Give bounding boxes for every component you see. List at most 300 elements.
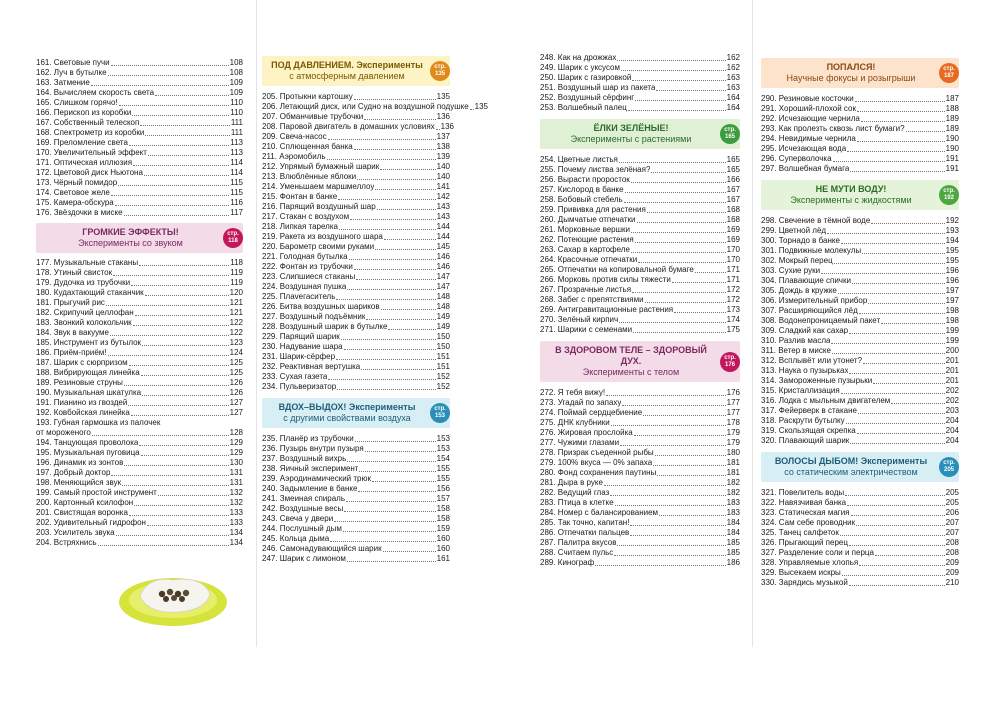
toc-entry[interactable] [262,152,450,162]
toc-entry[interactable] [36,368,243,378]
entry-title: 313. Наука о пузырьках [761,366,849,375]
page-number: 171 [726,265,740,274]
toc-entry[interactable] [262,434,450,444]
toc-entry[interactable] [262,534,450,544]
toc-entry[interactable] [36,438,243,448]
toc-entry[interactable] [262,524,450,534]
toc-entry[interactable] [262,122,455,132]
toc-entry[interactable] [262,202,450,212]
dot-leader [655,455,726,456]
section-header-liquids[interactable] [761,180,959,210]
dot-leader [336,299,435,300]
toc-entry[interactable] [761,144,959,154]
dot-leader [659,515,726,516]
entry-title: 235. Планёр из трубочки [262,434,354,443]
toc-entry[interactable] [540,325,740,335]
toc-entry[interactable] [262,102,489,112]
page-number: 172 [726,285,740,294]
page-number: 207 [945,528,959,537]
page-number: 122 [229,318,243,327]
toc-entry[interactable] [761,376,959,386]
toc-entry[interactable] [540,205,740,215]
toc-entry[interactable] [540,185,740,195]
toc-entry-continued[interactable]: от мороженого 128 [36,428,243,437]
toc-entry[interactable] [262,362,450,372]
toc-entry[interactable] [540,468,740,478]
toc-entry[interactable] [262,222,450,232]
section-header-tricks[interactable] [761,58,959,88]
toc-entry[interactable] [761,558,959,568]
dot-leader [328,379,435,380]
toc-entry[interactable] [36,398,243,408]
toc-entry[interactable] [36,108,243,118]
toc-entry[interactable] [36,188,243,198]
toc-entry[interactable] [540,275,740,285]
toc-entry[interactable] [540,528,740,538]
toc-entry[interactable] [540,438,740,448]
dot-leader [131,415,229,416]
page-badge: стр. 176 [720,352,740,372]
dot-leader [135,315,229,316]
toc-entry[interactable] [761,498,959,508]
dot-leader [653,465,725,466]
toc-entry[interactable] [36,118,243,128]
toc-entry[interactable] [540,448,740,458]
toc-entry[interactable] [761,326,959,336]
toc-entry[interactable] [761,306,959,316]
toc-entry[interactable] [540,295,740,305]
toc-entry[interactable] [761,226,959,236]
toc-entry[interactable] [36,178,243,188]
toc-entry[interactable] [36,488,243,498]
toc-entry[interactable] [262,444,450,454]
entry-title: 293. Как пролезть сквозь лист бумаги? [761,124,905,133]
toc-entry[interactable] [262,474,450,484]
toc-entry[interactable] [761,266,959,276]
page-number: 119 [230,268,243,277]
dot-leader [619,162,726,163]
dot-leader [122,485,229,486]
toc-entry[interactable] [540,93,740,103]
toc-entry[interactable] [262,382,450,392]
page-number: 197 [945,286,959,295]
toc-entry[interactable] [761,366,959,376]
page-number: 131 [229,478,243,487]
section-header-static[interactable] [761,452,959,482]
page-number: 109 [229,78,243,87]
toc-entry[interactable] [36,78,243,88]
toc-entry[interactable] [36,148,243,158]
dot-leader [624,202,726,203]
toc-entry[interactable] [540,488,740,498]
toc-entry[interactable] [36,138,243,148]
dot-leader [871,223,944,224]
page-number: 205 [945,488,959,497]
toc-entry[interactable] [36,298,243,308]
toc-entry[interactable] [540,478,740,488]
dot-leader [139,265,229,266]
toc-entry[interactable] [761,346,959,356]
toc-entry[interactable] [36,198,243,208]
section-title: ВОЛОСЫ ДЫБОМ! Эксперименты [774,456,928,466]
page-number: 187 [945,94,959,103]
toc-entry[interactable] [540,538,740,548]
dot-leader [858,413,945,414]
toc-entry[interactable] [262,132,450,142]
toc-entry[interactable] [761,104,959,114]
entry-title: 213. Влюблённые яблоки [262,172,357,181]
toc-entry[interactable] [540,428,740,438]
toc-entry[interactable] [540,195,740,205]
toc-list [761,488,959,588]
page-number: 108 [229,68,243,77]
entry-title: 305. Дождь в кружке [761,286,837,295]
toc-entry[interactable] [761,416,959,426]
toc-entry[interactable] [36,158,243,168]
toc-entry[interactable] [36,388,243,398]
toc-entry[interactable] [540,408,740,418]
toc-entry[interactable] [262,514,450,524]
toc-entry[interactable] [262,544,450,554]
entry-title: 239. Аэродинамический трюк [262,474,371,483]
toc-entry[interactable] [262,464,450,474]
toc-column-2 [262,52,489,699]
toc-entry[interactable] [262,252,450,262]
page-number: 198 [945,306,959,315]
toc-entry[interactable] [36,328,243,338]
toc-entry[interactable] [540,255,740,265]
dot-leader [134,505,228,506]
entry-title: 311. Ветер в миске [761,346,831,355]
dot-leader [124,465,228,466]
entry-title: 245. Кольца дыма [262,534,330,543]
toc-entry[interactable] [761,124,959,134]
entry-title: 226. Битва воздушных шариков [262,302,380,311]
toc-entry[interactable] [262,142,450,152]
section-title: ПОД ДАВЛЕНИЕМ. Эксперименты [271,60,423,70]
toc-entry[interactable] [540,265,740,275]
toc-entry[interactable] [36,478,243,488]
toc-entry[interactable] [540,225,740,235]
toc-entry[interactable] [540,103,740,113]
dot-leader [849,373,944,374]
entry-title: 266. Морковь против силы тяжести [540,275,671,284]
toc-entry[interactable] [761,578,959,588]
dot-leader [850,171,944,172]
toc-entry[interactable] [540,83,740,93]
toc-entry[interactable] [36,278,243,288]
page-badge: стр. 153 [430,403,450,423]
page-number: 163 [726,73,740,82]
dot-leader [849,545,945,546]
dot-leader [436,129,440,130]
toc-entry[interactable] [262,292,450,302]
section-header-pressure[interactable] [262,56,450,86]
toc-entry[interactable] [540,53,740,63]
toc-entry[interactable] [262,312,450,322]
toc-entry[interactable] [761,216,959,226]
toc-entry[interactable] [262,262,450,272]
entry-title: 243. Свеча у двери [262,514,334,523]
toc-entry[interactable] [761,246,959,256]
page-number: 147 [436,272,450,281]
toc-entry[interactable] [761,548,959,558]
toc-entry[interactable] [262,372,450,382]
toc-entry[interactable] [761,296,959,306]
page-number: 157 [436,494,450,503]
entry-title: 220. Барометр своими руками [262,242,375,251]
toc-entry[interactable] [262,352,450,362]
section-subtitle: с атмосферным давлением [289,71,405,81]
toc-entry[interactable] [36,508,243,518]
dot-leader [834,263,945,264]
toc-entry[interactable] [262,504,450,514]
toc-entry[interactable] [262,484,450,494]
toc-entry[interactable] [761,286,959,296]
toc-entry[interactable] [262,272,450,282]
dot-leader [384,239,436,240]
entry-title: 279. 100% вкуса — 0% запаха [540,458,653,467]
toc-entry[interactable] [761,256,959,266]
toc-entry[interactable] [540,73,740,83]
dot-leader [647,212,726,213]
toc-entry[interactable] [761,356,959,366]
entry-title: 263. Сахар в картофеле [540,245,630,254]
dot-leader [133,165,229,166]
toc-entry[interactable] [36,538,243,548]
toc-entry[interactable] [761,508,959,518]
toc-entry[interactable] [540,305,740,315]
toc-entry[interactable] [262,182,450,192]
toc-entry[interactable] [262,162,450,172]
dot-leader [355,441,436,442]
entry-title: 231. Шарик-сёрфер [262,352,336,361]
page-number: 183 [726,498,740,507]
toc-entry[interactable] [262,242,450,252]
section-header-body[interactable] [540,341,740,382]
entry-title: 183. Звонкий колокольчик [36,318,132,327]
toc-entry[interactable] [36,338,243,348]
page-number: 125 [229,368,243,377]
page-number: 168 [726,215,740,224]
toc-entry[interactable] [540,518,740,528]
toc-entry[interactable] [761,436,959,446]
toc-entry[interactable] [540,285,740,295]
entry-title: 219. Ракета из воздушного шара [262,232,383,241]
toc-entry[interactable] [36,448,243,458]
toc-entry[interactable] [540,388,740,398]
toc-entry[interactable] [761,134,959,144]
section-header-sound[interactable] [36,223,243,253]
toc-entry[interactable] [262,302,450,312]
toc-entry[interactable] [540,508,740,518]
dot-leader [354,99,436,100]
toc-entry[interactable] [262,554,450,564]
toc-entry[interactable] [761,94,959,104]
toc-entry[interactable] [262,282,450,292]
toc-entry[interactable] [262,332,450,342]
toc-entry[interactable] [262,112,450,122]
entry-title: 308. Водонепроницаемый пакет [761,316,881,325]
entry-title: 215. Фонтан в банке [262,192,338,201]
toc-entry[interactable] [540,165,740,175]
page-number: 125 [229,358,243,367]
toc-entry[interactable] [36,358,243,368]
toc-entry[interactable] [761,488,959,498]
toc-entry[interactable] [36,498,243,508]
page-number: 137 [436,132,450,141]
toc-entry[interactable] [540,398,740,408]
toc-entry[interactable] [540,548,740,558]
toc-entry[interactable] [36,168,243,178]
entry-title: 319. Скользящая скрепка [761,426,856,435]
toc-entry[interactable] [761,426,959,436]
toc-entry[interactable] [540,245,740,255]
toc-entry[interactable] [540,235,740,245]
entry-title: 314. Замороженные пузырьки [761,376,873,385]
toc-entry[interactable] [262,192,450,202]
toc-entry[interactable] [36,208,243,218]
entry-title: 265. Отпечатки на копировальной бумаге [540,265,694,274]
toc-entry[interactable] [761,386,959,396]
dot-leader [338,199,435,200]
toc-entry[interactable] [761,406,959,416]
toc-entry[interactable] [761,518,959,528]
dot-leader [630,525,725,526]
dot-leader [604,485,726,486]
entry-title: 225. Плаvегаситель [262,292,336,301]
toc-entry[interactable] [761,164,959,174]
page-number: 160 [436,544,450,553]
toc-entry[interactable] [36,468,243,478]
dot-leader [132,115,229,116]
toc-entry[interactable] [36,258,243,268]
page-number: 141 [436,182,450,191]
toc-entry[interactable] [761,316,959,326]
dot-leader [875,555,945,556]
toc-entry[interactable] [36,98,243,108]
toc-list [540,53,740,113]
toc-entry[interactable] [761,276,959,286]
page-number: 200 [945,346,959,355]
toc-entry[interactable] [262,212,450,222]
toc-entry[interactable] [540,63,740,73]
page-number: 133 [229,508,243,517]
toc-entry[interactable] [36,308,243,318]
toc-entry[interactable]: 193. Губная гармошка из палочек [36,418,161,427]
toc-entry[interactable] [540,498,740,508]
entry-title: 276. Жировая прослойка [540,428,633,437]
toc-entry[interactable] [761,154,959,164]
toc-entry[interactable] [36,318,243,328]
entry-title: 318. Раскрути бутылку [761,416,845,425]
toc-entry[interactable] [36,458,243,468]
toc-entry[interactable] [36,68,243,78]
page-number: 208 [945,538,959,547]
entry-title: 250. Шарик с газировкой [540,73,632,82]
toc-entry[interactable] [262,322,450,332]
toc-entry[interactable] [36,518,243,528]
toc-entry[interactable] [540,175,740,185]
dot-leader [139,445,228,446]
dot-leader [129,365,229,366]
toc-entry[interactable] [262,454,450,464]
toc-entry[interactable] [540,418,740,428]
dot-leader [841,393,945,394]
dot-leader [637,222,726,223]
dot-leader [364,119,435,120]
toc-entry[interactable] [761,538,959,548]
toc-entry[interactable] [761,114,959,124]
dot-leader [632,80,725,81]
dot-leader [842,575,945,576]
toc-entry[interactable] [36,58,243,68]
toc-entry[interactable] [36,88,243,98]
toc-entry[interactable] [36,288,243,298]
toc-entry[interactable] [36,348,243,358]
toc-entry[interactable] [262,342,450,352]
section-header-air[interactable] [262,398,450,428]
dot-leader [381,309,436,310]
toc-entry[interactable] [540,155,740,165]
dot-leader [111,475,228,476]
page-number: 109 [229,88,243,97]
toc-entry[interactable] [36,378,243,388]
toc-entry[interactable] [36,528,243,538]
toc-entry[interactable] [540,215,740,225]
toc-entry[interactable] [761,568,959,578]
page-number: 151 [436,352,450,361]
toc-entry[interactable] [262,232,450,242]
page-number: 167 [726,185,740,194]
toc-entry[interactable] [540,558,740,568]
page-number: 199 [945,326,959,335]
toc-entry[interactable] [761,336,959,346]
toc-entry[interactable] [540,315,740,325]
toc-entry[interactable] [36,268,243,278]
toc-entry[interactable] [761,396,959,406]
dot-leader [635,242,726,243]
toc-entry[interactable] [262,172,450,182]
toc-entry[interactable] [262,92,450,102]
toc-entry[interactable] [262,494,450,504]
dot-leader [617,545,725,546]
page-number: 144 [436,232,450,241]
dot-leader [906,131,945,132]
toc-entry[interactable] [36,128,243,138]
entry-title: 175. Камера-обскура [36,198,114,207]
toc-entry[interactable] [540,458,740,468]
entry-title: 186. Приём-приём! [36,348,107,357]
toc-entry[interactable] [36,408,243,418]
toc-entry[interactable] [761,528,959,538]
dot-leader [155,95,229,96]
entry-title: 249. Шарик с уксусом [540,63,620,72]
dot-leader [366,319,435,320]
entry-title: 326. Прыгающий перец [761,538,848,547]
dot-leader [350,219,436,220]
toc-list [36,58,243,218]
entry-title: 168. Спектрометр из коробки [36,128,145,137]
section-header-plants[interactable] [540,119,740,149]
entry-title: 162. Луч в бутылке [36,68,107,77]
page-number: 191 [945,154,959,163]
page-badge: стр. 205 [939,457,959,477]
entry-title: 282. Ведущий глаз [540,488,610,497]
page-number: 170 [726,245,740,254]
toc-entry[interactable] [761,236,959,246]
dot-leader [847,151,944,152]
